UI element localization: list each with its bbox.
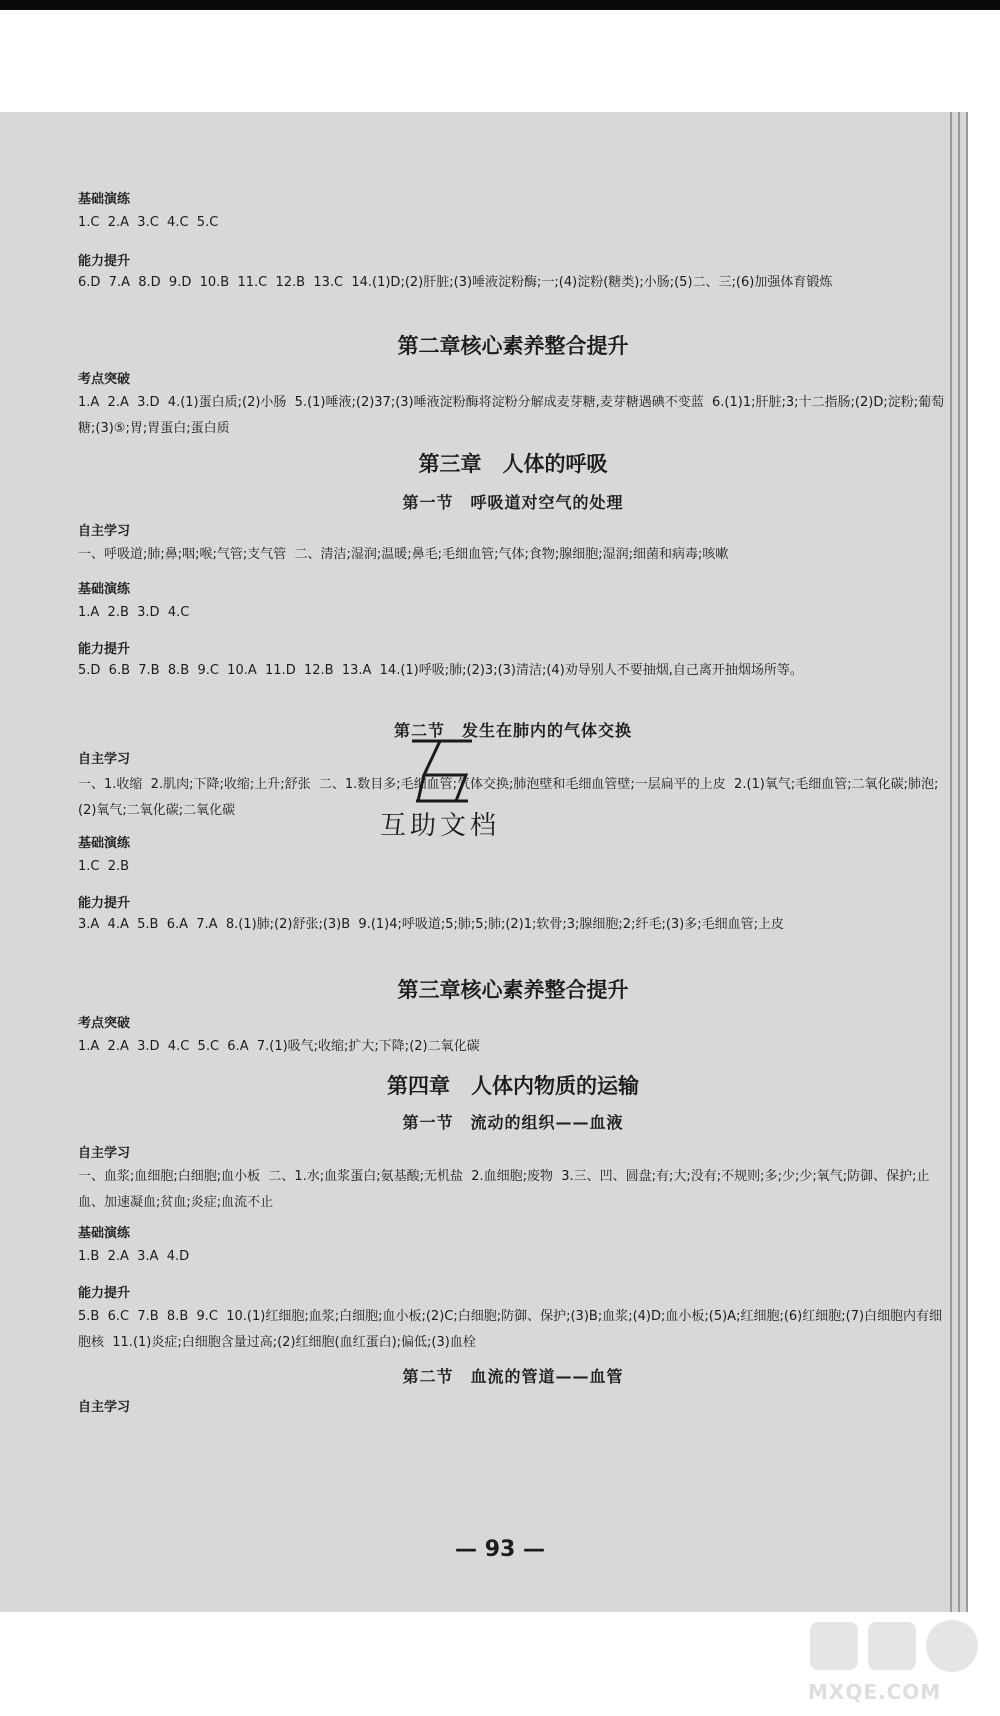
page-edge (958, 112, 960, 1612)
answer-line: 5.D 6.B 7.B 8.B 9.C 10.A 11.D 12.B 13.A 14.(1)呼吸;肺;(2)3;(3)清洁;(4)劝导别人不要抽烟,自己离开抽烟场所等。 (78, 663, 803, 678)
chapter-title: 第三章 人体的呼吸 (418, 452, 608, 476)
section-heading: 基础演练 (78, 1226, 131, 1241)
section-title: 第二节 血流的管道——血管 (402, 1367, 624, 1386)
watermark-site: MXQE.COM (808, 1680, 942, 1704)
section-heading: 基础演练 (78, 192, 131, 207)
answer-line: 一、呼吸道;肺;鼻;咽;喉;气管;支气管 二、清洁;湿润;温暖;鼻毛;毛细血管;气体;食物;腺细胞;湿润;细菌和病毒;咳嗽 (78, 547, 729, 562)
scanned-page (0, 112, 968, 1612)
section-heading: 考点突破 (78, 372, 131, 387)
chapter-title: 第三章核心素养整合提升 (397, 978, 629, 1002)
answer-line: 1.A 2.A 3.D 4.C 5.C 6.A 7.(1)吸气;收缩;扩大;下降;(2)二氧化碳 (78, 1039, 480, 1054)
section-heading: 自主学习 (78, 1400, 131, 1415)
section-title: 第二节 发生在肺内的气体交换 (393, 721, 632, 740)
stamp-logo-icon (410, 735, 474, 807)
answer-line: 6.D 7.A 8.D 9.D 10.B 11.C 12.B 13.C 14.(1)D;(2)肝脏;(3)唾液淀粉酶;一;(4)淀粉(糖类);小肠;(5)二、三;(6)加强体育锻炼 (78, 275, 833, 290)
section-heading: 自主学习 (78, 752, 131, 767)
stamp-text: 互助文档 (380, 811, 501, 841)
section-title: 第一节 流动的组织——血液 (402, 1113, 624, 1132)
section-heading: 能力提升 (78, 254, 131, 269)
answer-line: 5.B 6.C 7.B 8.B 9.C 10.(1)红细胞;血浆;白细胞;血小板;(2)C;白细胞;防御、保护;(3)B;血浆;(4)D;血小板;(5)A;红细胞;(6)红细胞;(7)白细胞内有细胞核 11.(1)炎症;白细胞含量过高;(2)红细胞(血红蛋白);偏低;(3)血栓 (78, 1309, 943, 1350)
answer-line: 1.C 2.B (78, 859, 130, 874)
section-heading: 能力提升 (78, 642, 131, 657)
answer-line: 一、血浆;血细胞;白细胞;血小板 二、1.水;血浆蛋白;氨基酸;无机盐 2.血细胞;废物 3.三、凹、圆盘;有;大;没有;不规则;多;少;少;氧气;防御、保护;止血、加速凝血;贫血;炎症;血流不止 (78, 1169, 930, 1210)
answer-line: 1.B 2.A 3.A 4.D (78, 1249, 190, 1264)
section-heading: 能力提升 (78, 1286, 131, 1301)
section-heading: 自主学习 (78, 1146, 131, 1161)
answer-line: 3.A 4.A 5.B 6.A 7.A 8.(1)肺;(2)舒张;(3)B 9.(1)4;呼吸道;5;肺;5;肺;(2)1;软骨;3;腺细胞;2;纤毛;(3)多;毛细血管;上皮 (78, 917, 785, 932)
section-heading: 能力提升 (78, 896, 131, 911)
answer-line: 一、1.收缩 2.肌肉;下降;收缩;上升;舒张 二、1.数目多;毛细血管;气体交换;肺泡壁和毛细血管壁;一层扁平的上皮 2.(1)氧气;毛细血管;二氧化碳;肺泡;(2)氧气;二氧化碳;二氧化碳 (78, 777, 939, 818)
page-edge (950, 112, 952, 1612)
section-title: 第一节 呼吸道对空气的处理 (402, 493, 624, 512)
answer-line: 1.A 2.A 3.D 4.(1)蛋白质;(2)小肠 5.(1)唾液;(2)37;(3)唾液淀粉酶将淀粉分解成麦芽糖,麦芽糖遇碘不变蓝 6.(1)1;肝脏;3;十二指肠;(2)D;淀粉;葡萄糖;(3)⑤;胃;胃蛋白;蛋白质 (78, 395, 945, 436)
top-black-bar (0, 0, 1000, 10)
chapter-title: 第二章核心素养整合提升 (397, 334, 629, 358)
section-heading: 考点突破 (78, 1016, 131, 1031)
answer-line: 1.A 2.B 3.D 4.C (78, 605, 190, 620)
answer-line: 1.C 2.A 3.C 4.C 5.C (78, 215, 219, 230)
page-number: — 93 — (455, 1537, 545, 1562)
chapter-title: 第四章 人体内物质的运输 (387, 1074, 639, 1098)
section-heading: 基础演练 (78, 582, 131, 597)
section-heading: 自主学习 (78, 524, 131, 539)
page-edge (966, 112, 968, 1612)
section-heading: 基础演练 (78, 836, 131, 851)
